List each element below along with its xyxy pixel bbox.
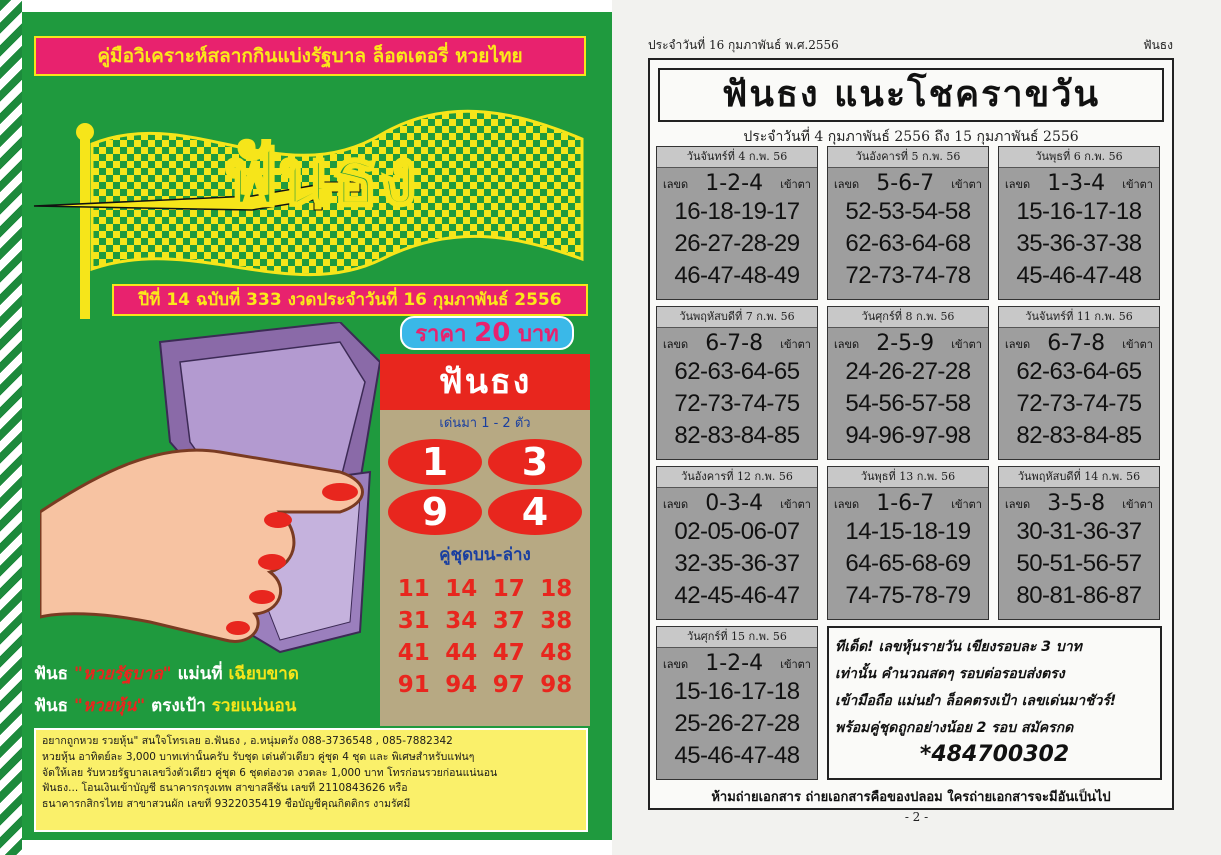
card-digits: 5-6-7 — [876, 171, 935, 196]
promo-word: ฟันธ — [34, 664, 69, 684]
promo-code: *484700302 — [919, 742, 1070, 767]
card-digit-row — [657, 648, 817, 676]
card-label: เลขด — [834, 177, 860, 191]
lucky-digits — [380, 433, 590, 537]
card-digit-row — [828, 168, 988, 196]
contact-info-box — [34, 728, 588, 832]
card-digits: 1-6-7 — [876, 491, 935, 516]
card-number: 16-18-19-17 — [674, 198, 800, 225]
card-number: 94-96-97-98 — [845, 422, 971, 449]
day-card — [656, 466, 818, 620]
card-number: 42-45-46-47 — [674, 582, 800, 609]
pair-number: 48 — [540, 640, 573, 666]
card-label: เข้าตา — [951, 177, 982, 191]
card-number: 15-16-17-18 — [674, 678, 800, 705]
panel-subtitle: เด่นมา 1 - 2 ตัว — [439, 416, 531, 431]
date-range: ประจำวันที่ 4 กุมภาพันธ์ 2556 ถึง 15 กุมภาพันธ์ 2556 — [743, 129, 1079, 145]
card-digit-row — [999, 328, 1159, 356]
pair-number: 14 — [445, 576, 478, 602]
pair-number: 38 — [540, 608, 573, 634]
price-value: 20 — [474, 318, 511, 348]
pair-number: 31 — [397, 608, 430, 634]
card-label: เลขด — [834, 497, 860, 511]
card-day: วันพุธที่ 6 ก.พ. 56 — [999, 147, 1159, 168]
promo-text: เข้ามือถือ แม่นยำ ล็อคตรงเป้า เลขเด่นมาชัวร์! — [835, 693, 1117, 709]
card-number: 62-63-64-68 — [845, 230, 971, 257]
card-digit-row — [657, 328, 817, 356]
logo-text: ฟันธง — [222, 133, 418, 223]
card-digits: 1-3-4 — [1047, 171, 1106, 196]
flag-pole — [80, 134, 90, 319]
lucky-digit: 4 — [488, 489, 582, 535]
promo-box — [827, 626, 1162, 780]
info-line: หวยหุ้น อาทิตย์ละ 3,000 บาทเท่านั้นครับ รับชุด เด่นตัวเดียว คู่ชุด 4 ชุด และ พิเศษสำหรับแฟนๆ — [42, 750, 475, 763]
card-digits: 6-7-8 — [705, 331, 764, 356]
pair-number: 17 — [492, 576, 525, 602]
card-label: เข้าตา — [1122, 337, 1153, 351]
card-number: 02-05-06-07 — [674, 518, 800, 545]
card-digits: 1-2-4 — [705, 171, 764, 196]
card-number: 35-36-37-38 — [1016, 230, 1142, 257]
cover-panel — [22, 12, 612, 840]
lucky-digit: 1 — [388, 439, 482, 485]
promo-word: เฉียบขาด — [228, 664, 299, 684]
pair-number: 98 — [540, 672, 573, 698]
card-label: เข้าตา — [951, 497, 982, 511]
card-number: 54-56-57-58 — [845, 390, 971, 417]
card-number: 64-65-68-69 — [845, 550, 971, 577]
card-digit-row — [657, 168, 817, 196]
card-number: 80-81-86-87 — [1016, 582, 1142, 609]
card-label: เลขด — [1005, 177, 1031, 191]
pair-number: 34 — [445, 608, 478, 634]
card-day: วันพฤหัสบดีที่ 14 ก.พ. 56 — [999, 467, 1159, 488]
card-number: 52-53-54-58 — [845, 198, 971, 225]
pair-number: 47 — [492, 640, 525, 666]
card-digits: 0-3-4 — [705, 491, 764, 516]
card-number: 74-75-78-79 — [845, 582, 971, 609]
promo-word: รวยแน่นอน — [211, 696, 297, 716]
card-number: 45-46-47-48 — [674, 742, 800, 769]
card-digit-row — [657, 488, 817, 516]
card-label: เข้าตา — [1122, 177, 1153, 191]
card-label: เข้าตา — [780, 337, 811, 351]
card-label: เข้าตา — [780, 497, 811, 511]
pairs-grid — [380, 568, 590, 698]
copy-warning: ห้ามถ่ายเอกสาร ถ่ายเอกสารคือของปลอม ใครถ่ายเอกสารจะมีอันเป็นไป — [711, 790, 1111, 805]
card-day: วันพุธที่ 13 ก.พ. 56 — [828, 467, 988, 488]
card-number: 24-26-27-28 — [845, 358, 971, 385]
day-card — [827, 306, 989, 460]
day-card — [998, 466, 1160, 620]
hand-holding-money-illustration — [40, 322, 400, 662]
promo-text: พร้อมคู่ชุดถูกอย่างน้อย 2 รอบ สมัครกด — [835, 720, 1074, 736]
page-header-date: ประจำวันที่ 16 กุมภาพันธ์ พ.ศ.2556 — [648, 38, 839, 52]
card-label: เข้าตา — [780, 177, 811, 191]
card-label: เข้าตา — [780, 657, 811, 671]
card-label: เข้าตา — [1122, 497, 1153, 511]
day-card — [998, 306, 1160, 460]
pairs-title: คู่ชุดบน-ล่าง — [439, 545, 531, 565]
card-number: 30-31-36-37 — [1016, 518, 1142, 545]
card-label: เลขด — [1005, 337, 1031, 351]
info-line: อยากถูกหวย รวยหุ้น" สนใจโทรเลย อ.ฟันธง , อ.หนุ่มตรัง 088-3736548 , 085-7882342 — [42, 735, 453, 747]
card-label: เลขด — [663, 177, 689, 191]
price-badge — [400, 316, 574, 350]
card-label: เลขด — [663, 657, 689, 671]
promo-word: ตรงเป้า — [151, 696, 206, 716]
day-card — [656, 626, 818, 780]
card-digit-row — [999, 168, 1159, 196]
promo-line — [34, 660, 299, 687]
card-digit-row — [828, 488, 988, 516]
day-card — [656, 146, 818, 300]
spine-stripes — [0, 0, 22, 855]
card-label: เลขด — [834, 337, 860, 351]
card-number: 15-16-17-18 — [1016, 198, 1142, 225]
card-number: 14-15-18-19 — [845, 518, 971, 545]
card-number: 32-35-36-37 — [674, 550, 800, 577]
promo-word: ฟันธ — [34, 696, 69, 716]
card-day: วันอังคารที่ 5 ก.พ. 56 — [828, 147, 988, 168]
card-number: 46-47-48-49 — [674, 262, 800, 289]
info-line: ธนาคารกสิกรไทย สาขาสวนผัก เลขที่ 9322035419 ชื่อบัญชีคุณกิตติกร งามรัศมี — [42, 798, 411, 811]
pair-number: 44 — [445, 640, 478, 666]
card-digits: 1-2-4 — [705, 651, 764, 676]
card-digits: 2-5-9 — [876, 331, 935, 356]
promo-text: เท่านั้น คำนวณสดๆ รอบต่อรอบส่งตรง — [835, 666, 1065, 682]
card-digit-row — [999, 488, 1159, 516]
inner-page — [612, 0, 1221, 855]
card-number: 82-83-84-85 — [1016, 422, 1142, 449]
card-day: วันอังคารที่ 12 ก.พ. 56 — [657, 467, 817, 488]
card-label: เลขด — [1005, 497, 1031, 511]
price-prefix: ราคา — [415, 322, 467, 347]
pair-number: 41 — [397, 640, 430, 666]
card-label: เข้าตา — [951, 337, 982, 351]
price-suffix: บาท — [517, 322, 559, 347]
cover-header: คู่มือวิเคราะห์สลากกินแบ่งรัฐบาล ล็อตเตอรี่ หวยไทย — [34, 36, 586, 76]
card-number: 45-46-47-48 — [1016, 262, 1142, 289]
pair-number: 18 — [540, 576, 573, 602]
lucky-digit: 9 — [388, 489, 482, 535]
day-card — [656, 306, 818, 460]
card-number: 62-63-64-65 — [674, 358, 800, 385]
promo-line — [34, 692, 296, 719]
card-digit-row — [828, 328, 988, 356]
card-day: วันพฤหัสบดีที่ 7 ก.พ. 56 — [657, 307, 817, 328]
page-title: ฟันธง แนะโชคราขวัน — [658, 68, 1164, 122]
page-header-brand: ฟันธง — [1143, 38, 1173, 52]
day-card — [998, 146, 1160, 300]
info-line: จัดให้เลย รับหวยรัฐบาลเลขวิ่งตัวเดียว คู่ชุด 6 ชุดต่องวด งวดละ 1,000 บาท โทรก่อนรวยก่อนแน่นอน — [42, 766, 498, 779]
issue-banner: ปีที่ 14 ฉบับที่ 333 งวดประจำวันที่ 16 กุมภาพันธ์ 2556 — [112, 284, 588, 316]
day-card — [827, 146, 989, 300]
card-number: 25-26-27-28 — [674, 710, 800, 737]
card-digits: 3-5-8 — [1047, 491, 1106, 516]
card-number: 82-83-84-85 — [674, 422, 800, 449]
card-number: 62-63-64-65 — [1016, 358, 1142, 385]
predictions-frame — [648, 58, 1174, 810]
card-number: 50-51-56-57 — [1016, 550, 1142, 577]
card-number: 72-73-74-75 — [674, 390, 800, 417]
pair-number: 11 — [397, 576, 430, 602]
pair-number: 91 — [397, 672, 430, 698]
pair-number: 37 — [492, 608, 525, 634]
prediction-panel — [380, 354, 590, 726]
card-day: วันจันทร์ที่ 11 ก.พ. 56 — [999, 307, 1159, 328]
promo-word: "หวยรัฐบาล" — [73, 664, 172, 684]
page-number: - 2 - — [904, 810, 929, 824]
pair-number: 94 — [445, 672, 478, 698]
lucky-digit: 3 — [488, 439, 582, 485]
promo-word: "หวยหุ้น" — [73, 696, 146, 716]
card-number: 72-73-74-75 — [1016, 390, 1142, 417]
card-digits: 6-7-8 — [1047, 331, 1106, 356]
info-line: ฟันธง... โอนเงินเข้าบัญชี ธนาคารกรุงเทพ สาขาสลีซัน เลขที่ 2110843626 หรือ — [42, 782, 408, 795]
card-number: 72-73-74-78 — [845, 262, 971, 289]
card-number: 26-27-28-29 — [674, 230, 800, 257]
promo-word: แม่นที่ — [177, 664, 223, 684]
card-label: เลขด — [663, 497, 689, 511]
promo-text: ทีเด็ด! เลขหุ้นรายวัน เขียงรอบละ 3 บาท — [835, 639, 1082, 655]
card-day: วันศุกร์ที่ 15 ก.พ. 56 — [657, 627, 817, 648]
card-day: วันศุกร์ที่ 8 ก.พ. 56 — [828, 307, 988, 328]
card-label: เลขด — [663, 337, 689, 351]
panel-title: ฟันธง — [380, 354, 590, 410]
card-day: วันจันทร์ที่ 4 ก.พ. 56 — [657, 147, 817, 168]
pair-number: 97 — [492, 672, 525, 698]
day-card — [827, 466, 989, 620]
